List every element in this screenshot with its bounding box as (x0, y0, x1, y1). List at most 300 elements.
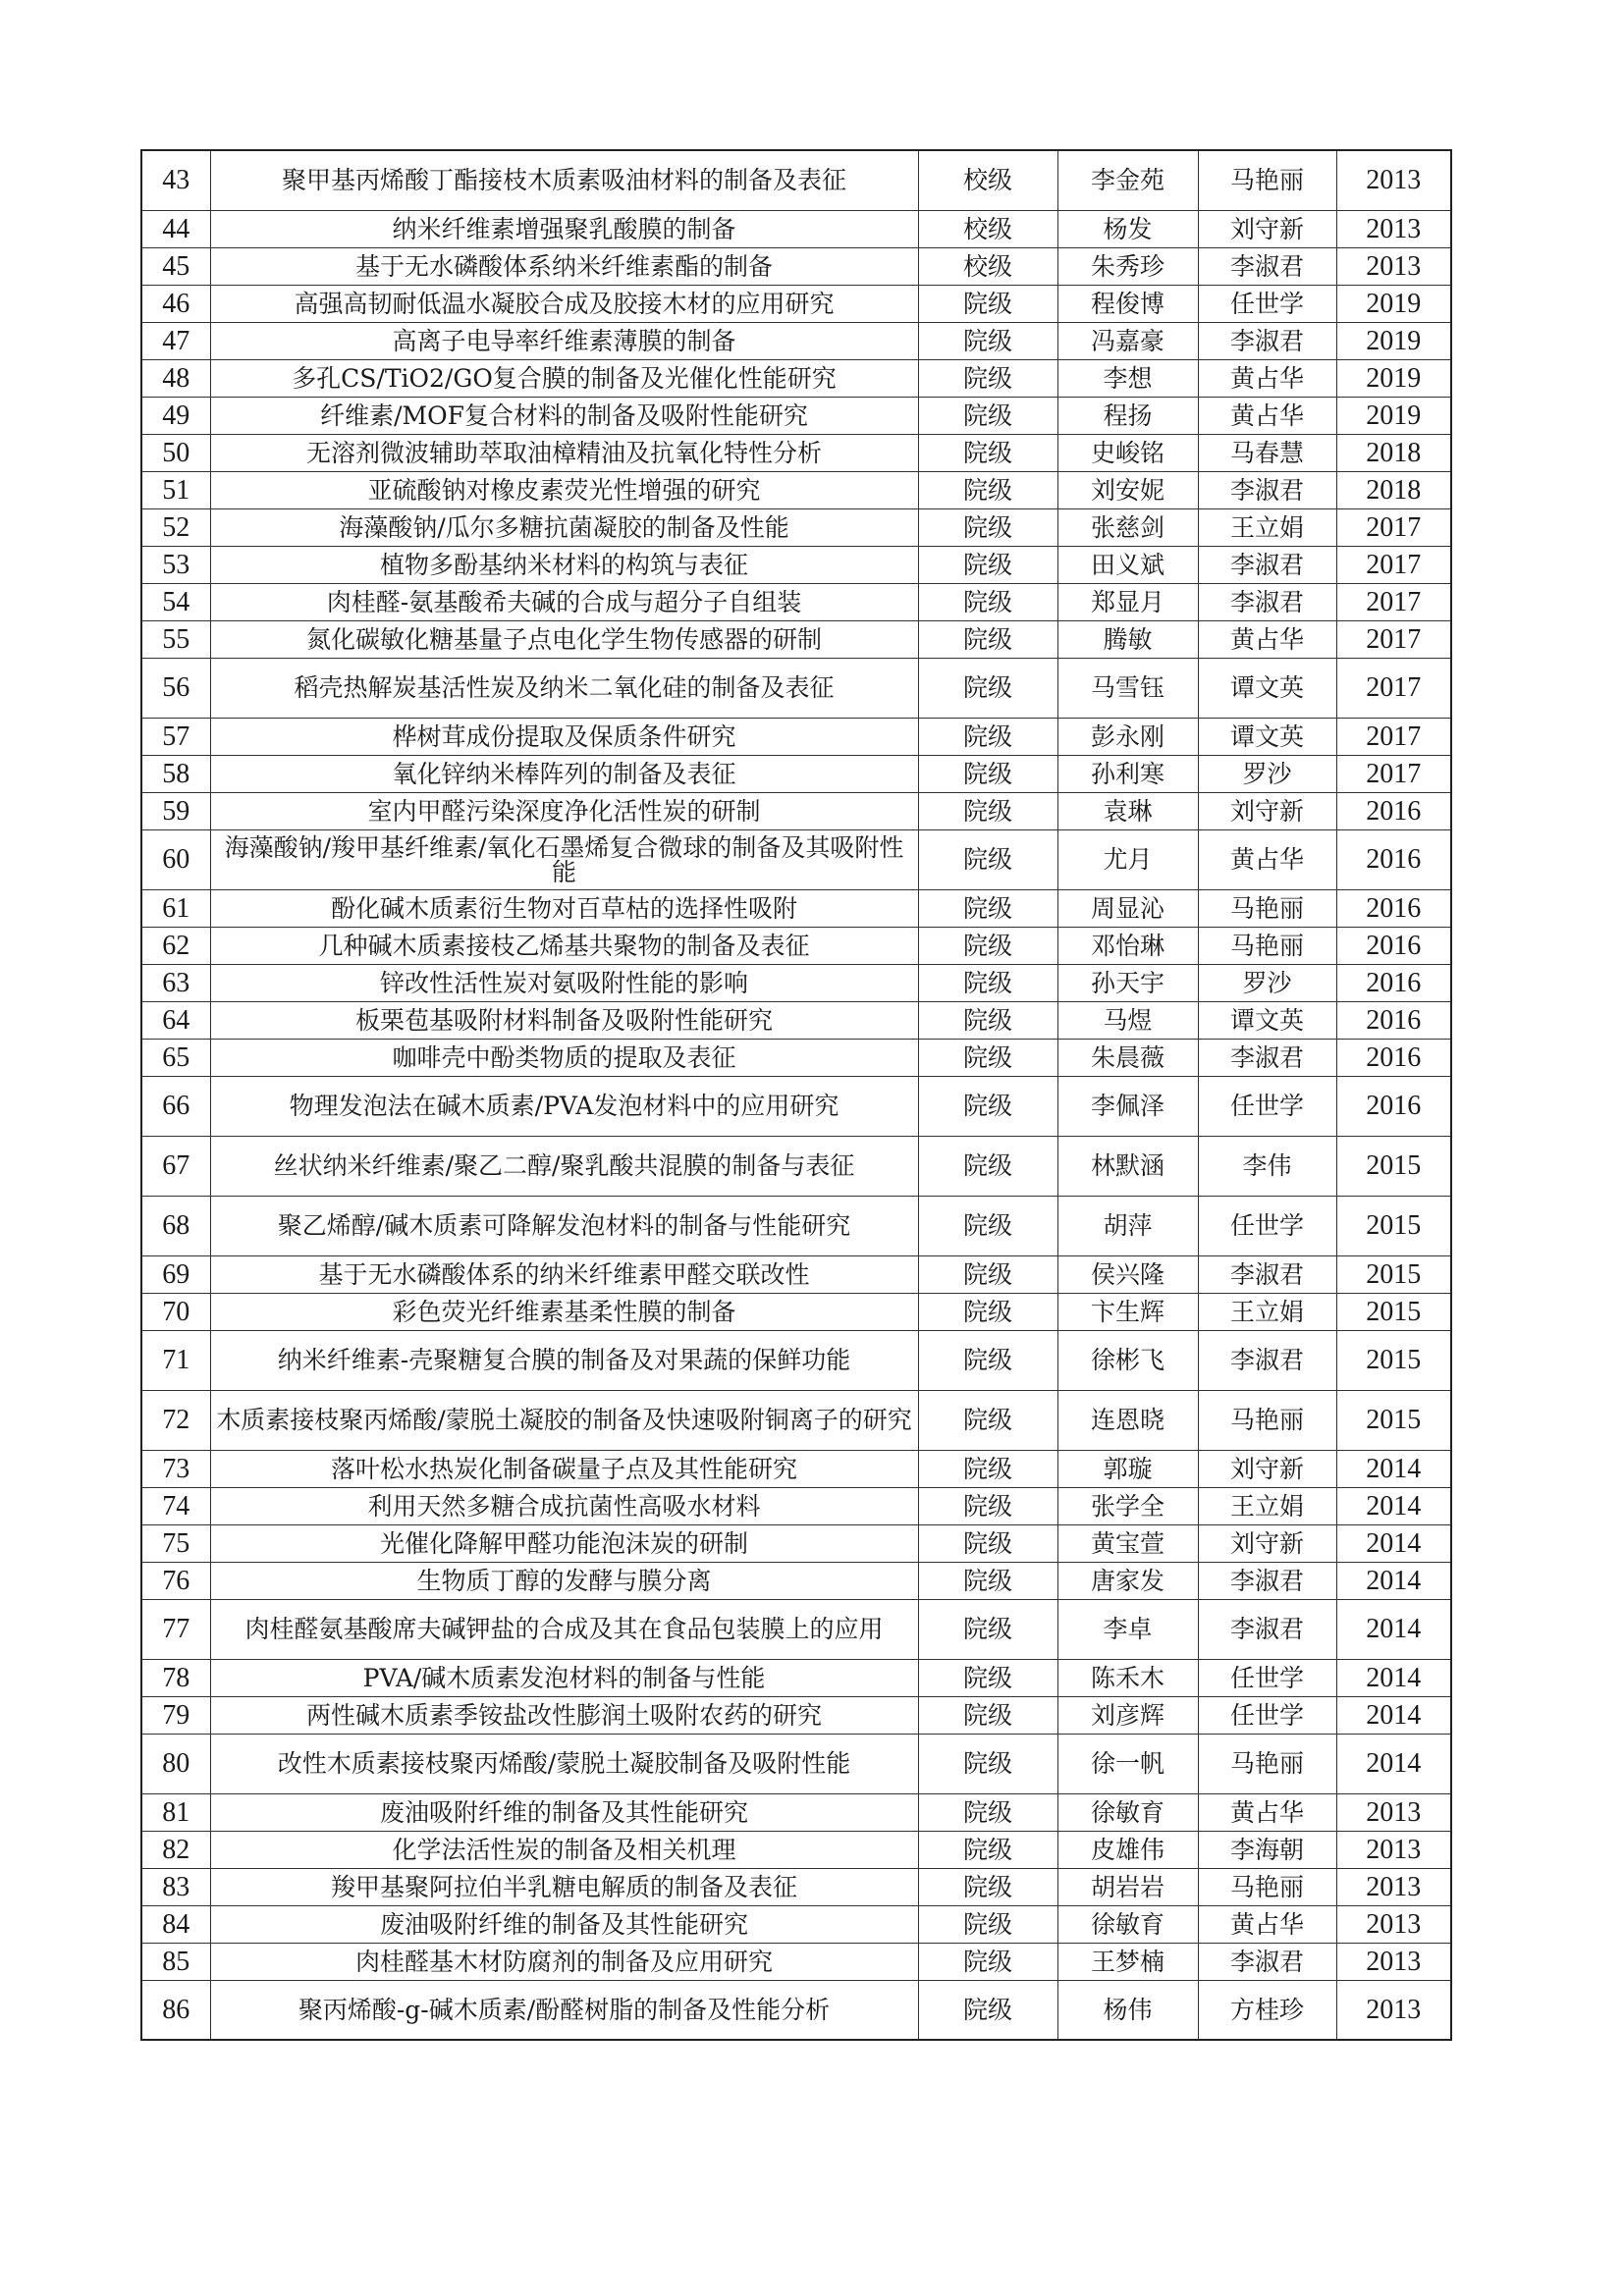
student-name: 徐敏育 (1057, 1793, 1198, 1831)
project-title: 化学法活性炭的制备及相关机理 (210, 1831, 918, 1868)
student-name: 刘安妮 (1057, 471, 1198, 508)
table-row (141, 1450, 1451, 1487)
project-year: 2017 (1336, 755, 1451, 792)
advisor-name: 黄占华 (1198, 829, 1336, 889)
table-row (141, 471, 1451, 508)
project-level: 院级 (918, 1330, 1057, 1390)
row-number: 84 (141, 1905, 210, 1943)
row-number: 81 (141, 1793, 210, 1831)
project-title: 基于无水磷酸体系的纳米纤维素甲醛交联改性 (210, 1255, 918, 1293)
table-row (141, 1599, 1451, 1659)
project-level: 院级 (918, 1868, 1057, 1905)
project-level: 院级 (918, 889, 1057, 927)
project-year: 2016 (1336, 927, 1451, 964)
advisor-name: 谭文英 (1198, 658, 1336, 718)
table-row (141, 964, 1451, 1001)
project-level: 院级 (918, 508, 1057, 546)
project-level: 院级 (918, 755, 1057, 792)
student-name: 陈禾木 (1057, 1659, 1198, 1696)
row-number: 71 (141, 1330, 210, 1390)
advisor-name: 任世学 (1198, 1696, 1336, 1734)
project-title: 几种碱木质素接枝乙烯基共聚物的制备及表征 (210, 927, 918, 964)
project-year: 2016 (1336, 964, 1451, 1001)
project-level: 校级 (918, 210, 1057, 247)
advisor-name: 马艳丽 (1198, 927, 1336, 964)
student-name: 马雪钰 (1057, 658, 1198, 718)
student-name: 李佩泽 (1057, 1076, 1198, 1136)
table-row (141, 889, 1451, 927)
project-title: 纳米纤维素增强聚乳酸膜的制备 (210, 210, 918, 247)
project-title: 木质素接枝聚丙烯酸/蒙脱土凝胶的制备及快速吸附铜离子的研究 (210, 1390, 918, 1450)
project-year: 2014 (1336, 1696, 1451, 1734)
row-number: 59 (141, 792, 210, 829)
advisor-name: 任世学 (1198, 1659, 1336, 1696)
project-title: 咖啡壳中酚类物质的提取及表征 (210, 1039, 918, 1076)
project-title: 植物多酚基纳米材料的构筑与表征 (210, 546, 918, 583)
project-year: 2016 (1336, 1039, 1451, 1076)
table-row (141, 322, 1451, 359)
table-row (141, 150, 1451, 210)
table-row (141, 1868, 1451, 1905)
project-title: 彩色荧光纤维素基柔性膜的制备 (210, 1293, 918, 1330)
advisor-name: 王立娟 (1198, 1293, 1336, 1330)
student-name: 李卓 (1057, 1599, 1198, 1659)
row-number: 48 (141, 359, 210, 397)
project-level: 院级 (918, 1196, 1057, 1255)
project-title: 亚硫酸钠对橡皮素荧光性增强的研究 (210, 471, 918, 508)
table-row (141, 1980, 1451, 2040)
project-level: 院级 (918, 546, 1057, 583)
project-level: 院级 (918, 1487, 1057, 1524)
project-title: 肉桂醛氨基酸席夫碱钾盐的合成及其在食品包装膜上的应用 (210, 1599, 918, 1659)
student-name: 李想 (1057, 359, 1198, 397)
advisor-name: 马艳丽 (1198, 150, 1336, 210)
table-row (141, 1039, 1451, 1076)
project-title: 肉桂醛基木材防腐剂的制备及应用研究 (210, 1943, 918, 1980)
project-level: 院级 (918, 1734, 1057, 1793)
project-title: 改性木质素接枝聚丙烯酸/蒙脱土凝胶制备及吸附性能 (210, 1734, 918, 1793)
advisor-name: 李淑君 (1198, 247, 1336, 285)
project-year: 2017 (1336, 508, 1451, 546)
row-number: 82 (141, 1831, 210, 1868)
advisor-name: 李海朝 (1198, 1831, 1336, 1868)
project-year: 2013 (1336, 1980, 1451, 2040)
project-year: 2016 (1336, 829, 1451, 889)
table-row (141, 620, 1451, 658)
row-number: 50 (141, 434, 210, 471)
row-number: 76 (141, 1562, 210, 1599)
row-number: 62 (141, 927, 210, 964)
advisor-name: 黄占华 (1198, 397, 1336, 434)
advisor-name: 黄占华 (1198, 1905, 1336, 1943)
project-level: 院级 (918, 1039, 1057, 1076)
student-name: 连恩晓 (1057, 1390, 1198, 1450)
project-level: 院级 (918, 359, 1057, 397)
table-row (141, 718, 1451, 755)
project-year: 2016 (1336, 792, 1451, 829)
project-year: 2014 (1336, 1734, 1451, 1793)
table-row (141, 1136, 1451, 1196)
project-year: 2013 (1336, 150, 1451, 210)
project-level: 院级 (918, 1136, 1057, 1196)
row-number: 74 (141, 1487, 210, 1524)
project-year: 2015 (1336, 1136, 1451, 1196)
student-name: 徐彬飞 (1057, 1330, 1198, 1390)
student-name: 张慈剑 (1057, 508, 1198, 546)
project-title: 基于无水磷酸体系纳米纤维素酯的制备 (210, 247, 918, 285)
project-level: 校级 (918, 247, 1057, 285)
table-row (141, 1659, 1451, 1696)
row-number: 64 (141, 1001, 210, 1039)
table-row (141, 1001, 1451, 1039)
project-year: 2014 (1336, 1599, 1451, 1659)
row-number: 78 (141, 1659, 210, 1696)
project-title: 氮化碳敏化糖基量子点电化学生物传感器的研制 (210, 620, 918, 658)
project-title: 废油吸附纤维的制备及其性能研究 (210, 1905, 918, 1943)
table-row (141, 792, 1451, 829)
project-title: 酚化碱木质素衍生物对百草枯的选择性吸附 (210, 889, 918, 927)
advisor-name: 李淑君 (1198, 322, 1336, 359)
advisor-name: 马艳丽 (1198, 1868, 1336, 1905)
row-number: 83 (141, 1868, 210, 1905)
project-title: 高强高韧耐低温水凝胶合成及胶接木材的应用研究 (210, 285, 918, 322)
table-row (141, 927, 1451, 964)
project-title: 稻壳热解炭基活性炭及纳米二氧化硅的制备及表征 (210, 658, 918, 718)
project-level: 院级 (918, 434, 1057, 471)
project-year: 2015 (1336, 1330, 1451, 1390)
row-number: 63 (141, 964, 210, 1001)
student-name: 尤月 (1057, 829, 1198, 889)
advisor-name: 黄占华 (1198, 1793, 1336, 1831)
student-name: 郑显月 (1057, 583, 1198, 620)
student-name: 皮雄伟 (1057, 1831, 1198, 1868)
table-row (141, 397, 1451, 434)
table-row (141, 1330, 1451, 1390)
project-title: 锌改性活性炭对氨吸附性能的影响 (210, 964, 918, 1001)
project-year: 2013 (1336, 247, 1451, 285)
student-name: 孙利寒 (1057, 755, 1198, 792)
project-year: 2015 (1336, 1255, 1451, 1293)
advisor-name: 李伟 (1198, 1136, 1336, 1196)
project-title: 室内甲醛污染深度净化活性炭的研制 (210, 792, 918, 829)
project-title: 肉桂醛-氨基酸希夫碱的合成与超分子自组装 (210, 583, 918, 620)
project-title: 多孔CS/TiO2/GO复合膜的制备及光催化性能研究 (210, 359, 918, 397)
project-title: 高离子电导率纤维素薄膜的制备 (210, 322, 918, 359)
table-row (141, 1487, 1451, 1524)
table-row (141, 1562, 1451, 1599)
row-number: 75 (141, 1524, 210, 1562)
project-title: 纤维素/MOF复合材料的制备及吸附性能研究 (210, 397, 918, 434)
table-row (141, 1524, 1451, 1562)
project-year: 2017 (1336, 583, 1451, 620)
project-year: 2018 (1336, 434, 1451, 471)
project-title: 光催化降解甲醛功能泡沫炭的研制 (210, 1524, 918, 1562)
project-year: 2013 (1336, 210, 1451, 247)
project-year: 2015 (1336, 1390, 1451, 1450)
advisor-name: 刘守新 (1198, 210, 1336, 247)
project-year: 2013 (1336, 1793, 1451, 1831)
table-row (141, 434, 1451, 471)
project-title: 物理发泡法在碱木质素/PVA发泡材料中的应用研究 (210, 1076, 918, 1136)
project-year: 2014 (1336, 1487, 1451, 1524)
table-row (141, 829, 1451, 889)
student-name: 程扬 (1057, 397, 1198, 434)
row-number: 58 (141, 755, 210, 792)
project-year: 2013 (1336, 1943, 1451, 1980)
table-row (141, 1943, 1451, 1980)
table-row (141, 359, 1451, 397)
student-name: 侯兴隆 (1057, 1255, 1198, 1293)
project-title: 聚乙烯醇/碱木质素可降解发泡材料的制备与性能研究 (210, 1196, 918, 1255)
project-title: 聚丙烯酸-g-碱木质素/酚醛树脂的制备及性能分析 (210, 1980, 918, 2040)
row-number: 77 (141, 1599, 210, 1659)
project-title: 无溶剂微波辅助萃取油樟精油及抗氧化特性分析 (210, 434, 918, 471)
advisor-name: 罗沙 (1198, 755, 1336, 792)
row-number: 45 (141, 247, 210, 285)
project-year: 2019 (1336, 359, 1451, 397)
student-name: 黄宝萱 (1057, 1524, 1198, 1562)
project-title: 利用天然多糖合成抗菌性高吸水材料 (210, 1487, 918, 1524)
student-name: 冯嘉豪 (1057, 322, 1198, 359)
advisor-name: 李淑君 (1198, 546, 1336, 583)
advisor-name: 李淑君 (1198, 471, 1336, 508)
row-number: 68 (141, 1196, 210, 1255)
project-level: 院级 (918, 658, 1057, 718)
table-row (141, 1196, 1451, 1255)
project-year: 2016 (1336, 889, 1451, 927)
project-level: 院级 (918, 1980, 1057, 2040)
student-name: 袁琳 (1057, 792, 1198, 829)
advisor-name: 马春慧 (1198, 434, 1336, 471)
project-level: 校级 (918, 150, 1057, 210)
advisor-name: 刘守新 (1198, 792, 1336, 829)
student-name: 朱晨薇 (1057, 1039, 1198, 1076)
project-level: 院级 (918, 583, 1057, 620)
project-year: 2016 (1336, 1076, 1451, 1136)
row-number: 49 (141, 397, 210, 434)
row-number: 57 (141, 718, 210, 755)
student-name: 腾敏 (1057, 620, 1198, 658)
project-title: PVA/碱木质素发泡材料的制备与性能 (210, 1659, 918, 1696)
student-name: 张学全 (1057, 1487, 1198, 1524)
row-number: 73 (141, 1450, 210, 1487)
advisor-name: 马艳丽 (1198, 889, 1336, 927)
project-level: 院级 (918, 285, 1057, 322)
project-year: 2014 (1336, 1562, 1451, 1599)
project-year: 2017 (1336, 658, 1451, 718)
project-year: 2014 (1336, 1659, 1451, 1696)
row-number: 85 (141, 1943, 210, 1980)
project-title: 纳米纤维素-壳聚糖复合膜的制备及对果蔬的保鲜功能 (210, 1330, 918, 1390)
student-name: 徐一帆 (1057, 1734, 1198, 1793)
project-level: 院级 (918, 1696, 1057, 1734)
project-level: 院级 (918, 1524, 1057, 1562)
project-level: 院级 (918, 829, 1057, 889)
project-year: 2019 (1336, 285, 1451, 322)
project-level: 院级 (918, 1001, 1057, 1039)
table-row (141, 1696, 1451, 1734)
table-row (141, 285, 1451, 322)
project-year: 2013 (1336, 1868, 1451, 1905)
project-level: 院级 (918, 322, 1057, 359)
project-level: 院级 (918, 1390, 1057, 1450)
project-title: 聚甲基丙烯酸丁酯接枝木质素吸油材料的制备及表征 (210, 150, 918, 210)
project-level: 院级 (918, 397, 1057, 434)
row-number: 70 (141, 1293, 210, 1330)
project-level: 院级 (918, 927, 1057, 964)
project-title: 板栗苞基吸附材料制备及吸附性能研究 (210, 1001, 918, 1039)
row-number: 51 (141, 471, 210, 508)
row-number: 54 (141, 583, 210, 620)
advisor-name: 谭文英 (1198, 1001, 1336, 1039)
student-name: 彭永刚 (1057, 718, 1198, 755)
project-level: 院级 (918, 1599, 1057, 1659)
row-number: 86 (141, 1980, 210, 2040)
project-year: 2017 (1336, 546, 1451, 583)
row-number: 60 (141, 829, 210, 889)
project-level: 院级 (918, 1905, 1057, 1943)
student-name: 胡岩岩 (1057, 1868, 1198, 1905)
advisor-name: 李淑君 (1198, 1562, 1336, 1599)
student-name: 唐家发 (1057, 1562, 1198, 1599)
project-title: 氧化锌纳米棒阵列的制备及表征 (210, 755, 918, 792)
project-level: 院级 (918, 471, 1057, 508)
project-year: 2014 (1336, 1450, 1451, 1487)
project-level: 院级 (918, 1076, 1057, 1136)
project-title: 落叶松水热炭化制备碳量子点及其性能研究 (210, 1450, 918, 1487)
project-year: 2013 (1336, 1831, 1451, 1868)
advisor-name: 李淑君 (1198, 1255, 1336, 1293)
row-number: 53 (141, 546, 210, 583)
project-year: 2015 (1336, 1293, 1451, 1330)
table-row (141, 1905, 1451, 1943)
student-name: 程俊博 (1057, 285, 1198, 322)
student-name: 王梦楠 (1057, 1943, 1198, 1980)
student-name: 马煜 (1057, 1001, 1198, 1039)
table-body (141, 150, 1451, 2040)
table-row (141, 247, 1451, 285)
advisor-name: 罗沙 (1198, 964, 1336, 1001)
advisor-name: 王立娟 (1198, 1487, 1336, 1524)
table-row (141, 210, 1451, 247)
student-name: 史峻铭 (1057, 434, 1198, 471)
project-title: 海藻酸钠/瓜尔多糖抗菌凝胶的制备及性能 (210, 508, 918, 546)
project-level: 院级 (918, 1255, 1057, 1293)
row-number: 47 (141, 322, 210, 359)
table-row (141, 1390, 1451, 1450)
table-row (141, 583, 1451, 620)
row-number: 46 (141, 285, 210, 322)
project-title: 海藻酸钠/羧甲基纤维素/氧化石墨烯复合微球的制备及其吸附性能 (210, 829, 918, 889)
project-title: 丝状纳米纤维素/聚乙二醇/聚乳酸共混膜的制备与表征 (210, 1136, 918, 1196)
table-row (141, 1293, 1451, 1330)
project-level: 院级 (918, 1831, 1057, 1868)
advisor-name: 李淑君 (1198, 1599, 1336, 1659)
project-year: 2019 (1336, 322, 1451, 359)
student-name: 徐敏育 (1057, 1905, 1198, 1943)
advisor-name: 刘守新 (1198, 1524, 1336, 1562)
student-name: 林默涵 (1057, 1136, 1198, 1196)
advisor-name: 任世学 (1198, 285, 1336, 322)
project-year: 2015 (1336, 1196, 1451, 1255)
student-name: 朱秀珍 (1057, 247, 1198, 285)
student-name: 杨伟 (1057, 1980, 1198, 2040)
advisor-name: 李淑君 (1198, 583, 1336, 620)
advisor-name: 任世学 (1198, 1076, 1336, 1136)
table-row (141, 658, 1451, 718)
student-name: 郭璇 (1057, 1450, 1198, 1487)
project-table (140, 149, 1452, 2041)
row-number: 44 (141, 210, 210, 247)
project-level: 院级 (918, 620, 1057, 658)
student-name: 卞生辉 (1057, 1293, 1198, 1330)
project-year: 2019 (1336, 397, 1451, 434)
student-name: 杨发 (1057, 210, 1198, 247)
project-level: 院级 (918, 1659, 1057, 1696)
row-number: 52 (141, 508, 210, 546)
project-year: 2018 (1336, 471, 1451, 508)
project-title: 桦树茸成份提取及保质条件研究 (210, 718, 918, 755)
row-number: 43 (141, 150, 210, 210)
advisor-name: 李淑君 (1198, 1943, 1336, 1980)
row-number: 66 (141, 1076, 210, 1136)
project-title: 废油吸附纤维的制备及其性能研究 (210, 1793, 918, 1831)
table-row (141, 508, 1451, 546)
advisor-name: 马艳丽 (1198, 1734, 1336, 1793)
student-name: 胡萍 (1057, 1196, 1198, 1255)
project-title: 羧甲基聚阿拉伯半乳糖电解质的制备及表征 (210, 1868, 918, 1905)
project-level: 院级 (918, 792, 1057, 829)
project-year: 2013 (1336, 1905, 1451, 1943)
row-number: 61 (141, 889, 210, 927)
advisor-name: 马艳丽 (1198, 1390, 1336, 1450)
advisor-name: 李淑君 (1198, 1039, 1336, 1076)
student-name: 刘彦辉 (1057, 1696, 1198, 1734)
row-number: 67 (141, 1136, 210, 1196)
row-number: 56 (141, 658, 210, 718)
row-number: 79 (141, 1696, 210, 1734)
student-name: 邓怡琳 (1057, 927, 1198, 964)
project-year: 2016 (1336, 1001, 1451, 1039)
advisor-name: 李淑君 (1198, 1330, 1336, 1390)
project-title: 生物质丁醇的发酵与膜分离 (210, 1562, 918, 1599)
table-row (141, 1831, 1451, 1868)
table-row (141, 755, 1451, 792)
project-level: 院级 (918, 1943, 1057, 1980)
table-row (141, 1255, 1451, 1293)
row-number: 69 (141, 1255, 210, 1293)
advisor-name: 刘守新 (1198, 1450, 1336, 1487)
project-title: 两性碱木质素季铵盐改性膨润土吸附农药的研究 (210, 1696, 918, 1734)
advisor-name: 方桂珍 (1198, 1980, 1336, 2040)
student-name: 李金苑 (1057, 150, 1198, 210)
advisor-name: 黄占华 (1198, 620, 1336, 658)
project-level: 院级 (918, 1793, 1057, 1831)
row-number: 80 (141, 1734, 210, 1793)
project-level: 院级 (918, 1293, 1057, 1330)
advisor-name: 王立娟 (1198, 508, 1336, 546)
project-level: 院级 (918, 1562, 1057, 1599)
project-year: 2017 (1336, 620, 1451, 658)
advisor-name: 谭文英 (1198, 718, 1336, 755)
table-row (141, 1793, 1451, 1831)
row-number: 72 (141, 1390, 210, 1450)
student-name: 孙天宇 (1057, 964, 1198, 1001)
project-level: 院级 (918, 718, 1057, 755)
student-name: 周显沁 (1057, 889, 1198, 927)
table-row (141, 546, 1451, 583)
project-year: 2017 (1336, 718, 1451, 755)
